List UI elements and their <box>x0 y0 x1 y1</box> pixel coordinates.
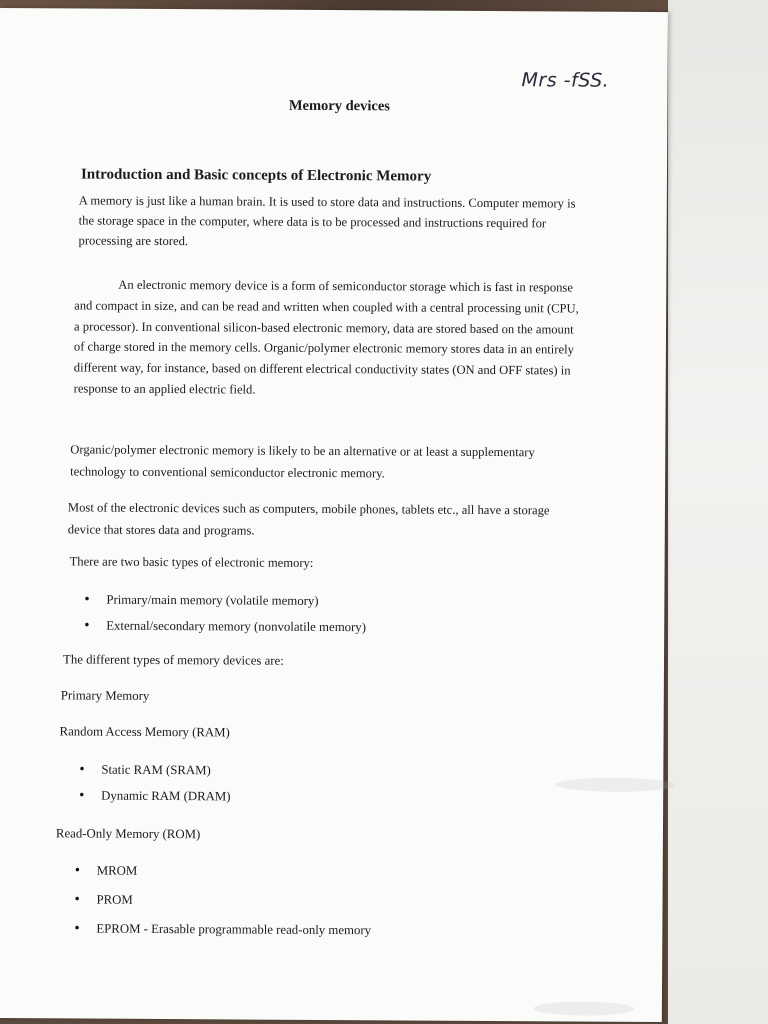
document-title: Memory devices <box>288 97 390 115</box>
list-item: • EPROM - Erasable programmable read-only memory <box>74 914 371 945</box>
handwritten-note: Mrs -fSS. <box>521 69 610 92</box>
ram-label: Random Access Memory (RAM) <box>59 724 230 740</box>
ram-types-list <box>79 756 231 809</box>
primary-memory-label: Primary Memory <box>60 688 150 703</box>
list-item: • Primary/main memory (volatile memory) <box>84 587 366 615</box>
memory-types-list <box>84 587 366 641</box>
paragraph-devices: Most of the electronic devices such as computers, mobile phones, tablets etc., all have a storage device that stores data and programs. <box>67 500 550 538</box>
section-heading: Introduction and Basic concepts of Electronic Memory <box>80 166 432 185</box>
list-item: • MROM <box>75 856 372 887</box>
paper-smudge <box>534 1001 634 1016</box>
list-item: • External/secondary memory (nonvolatile memory) <box>84 613 366 641</box>
paragraph-semiconductor: An electronic memory device is a form of semiconductor storage which is fast in response and compact in size, and can be read and written when coupled with a central processing unit (CPU, a processor). In conventional silicon-based electronic memory, data are stored based on the amount of charge stored in the memory cells. Organic/polymer electronic memory stores data in an entirely different way, for instance, based on different electrical conductivity states (ON and OFF states) in response to an applied electric field. <box>73 277 579 397</box>
paragraph-types-intro: There are two basic types of electronic memory: <box>69 554 314 570</box>
paper-sheet <box>0 8 668 1022</box>
list-item: • Dynamic RAM (DRAM) <box>79 782 231 809</box>
paragraph-organic: Organic/polymer electronic memory is likely to be an alternative or at least a supplementary technology to conventional semiconductor electronic memory. <box>70 442 535 481</box>
paragraph-intro: A memory is just like a human brain. It is used to store data and instructions. Computer memory is the storage space in the computer, where data is to be processed and instructions required for processing are stored. <box>78 193 576 249</box>
background-surface <box>668 0 768 1024</box>
rom-label: Read-Only Memory (ROM) <box>55 826 201 842</box>
rom-types-list <box>74 856 371 945</box>
types-intro-line: The different types of memory devices are: <box>62 652 284 668</box>
list-item: • PROM <box>74 885 371 916</box>
paper-smudge <box>555 777 675 792</box>
list-item: • Static RAM (SRAM) <box>79 756 231 783</box>
